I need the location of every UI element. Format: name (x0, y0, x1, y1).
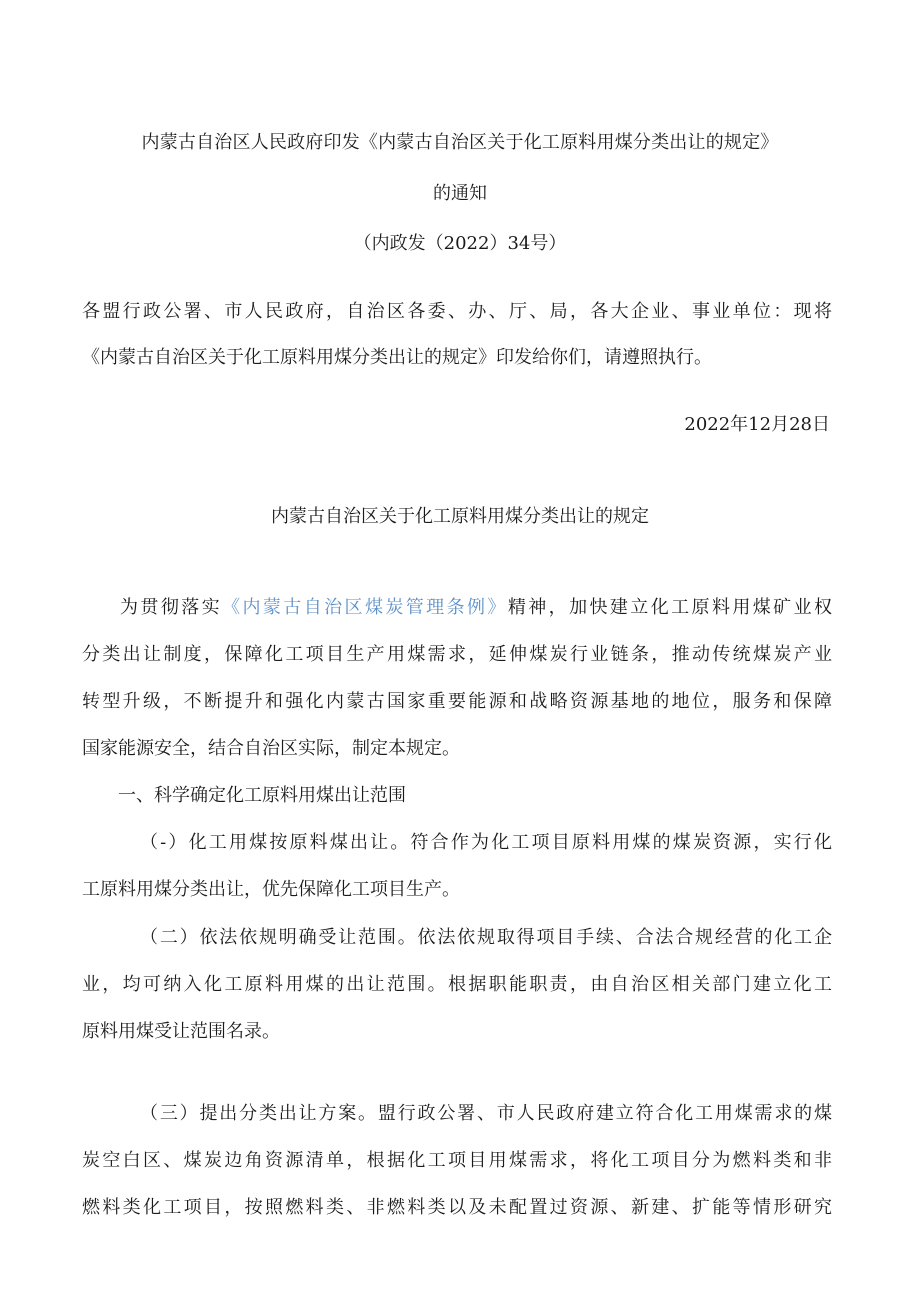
item1-line1: （-）化工用煤按原料煤出让。符合作为化工项目原料用煤的煤炭资源，实行化 (140, 832, 832, 853)
item2-line2: 业，均可纳入化工原料用煤的出让范围。根据职能职责，由自治区相关部门建立化工 (82, 974, 832, 995)
addressee-line1: 各盟行政公署、市人民政府，自治区各委、办、厅、局，各大企业、事业单位：现将 (82, 301, 832, 322)
item2-line1: （二）依法依规明确受让范围。依法依规取得项目手续、合法合规经营的化工企 (140, 927, 832, 948)
regulation-link[interactable]: 《内蒙古自治区煤炭管理条例》 (222, 597, 508, 618)
intro-line1 (120, 596, 832, 620)
regulation-title: 内蒙古自治区关于化工原料用煤分类出让的规定 (271, 506, 649, 527)
item3-line1: （三）提出分类出让方案。盟行政公署、市人民政府建立符合化工用煤需求的煤 (140, 1103, 832, 1124)
issue-date: 2022年12月28日 (684, 414, 830, 435)
notice-title-line2: 的通知 (433, 183, 487, 204)
item3-line2: 炭空白区、煤炭边角资源清单，根据化工项目用煤需求，将化工项目分为燃料类和非 (82, 1150, 832, 1171)
intro-line3: 转型升级，不断提升和强化内蒙古国家重要能源和战略资源基地的地位，服务和保障 (82, 691, 832, 712)
section1-heading: 一、科学确定化工原料用煤出让范围 (118, 785, 406, 806)
item3-line3: 燃料类化工项目，按照燃料类、非燃料类以及未配置过资源、新建、扩能等情形研究 (82, 1197, 832, 1218)
notice-title-line1: 内蒙古自治区人民政府印发《内蒙古自治区关于化工原料用煤分类出让的规定》 (141, 132, 779, 153)
item1-line2: 工原料用煤分类出让，优先保障化工项目生产。 (82, 879, 460, 900)
intro-line4: 国家能源安全，结合自治区实际，制定本规定。 (82, 738, 460, 759)
intro-prefix: 为贯彻落实 (120, 597, 223, 618)
item2-line3: 原料用煤受让范围名录。 (82, 1021, 280, 1042)
addressee-line2: 《内蒙古自治区关于化工原料用煤分类出让的规定》印发给你们，请遵照执行。 (82, 347, 712, 368)
doc-number: （内政发（2022）34号） (353, 233, 567, 254)
intro-suffix: 精神，加快建立化工原料用煤矿业权 (507, 597, 833, 618)
intro-line2: 分类出让制度，保障化工项目生产用煤需求，延伸煤炭行业链条，推动传统煤炭产业 (82, 644, 832, 665)
